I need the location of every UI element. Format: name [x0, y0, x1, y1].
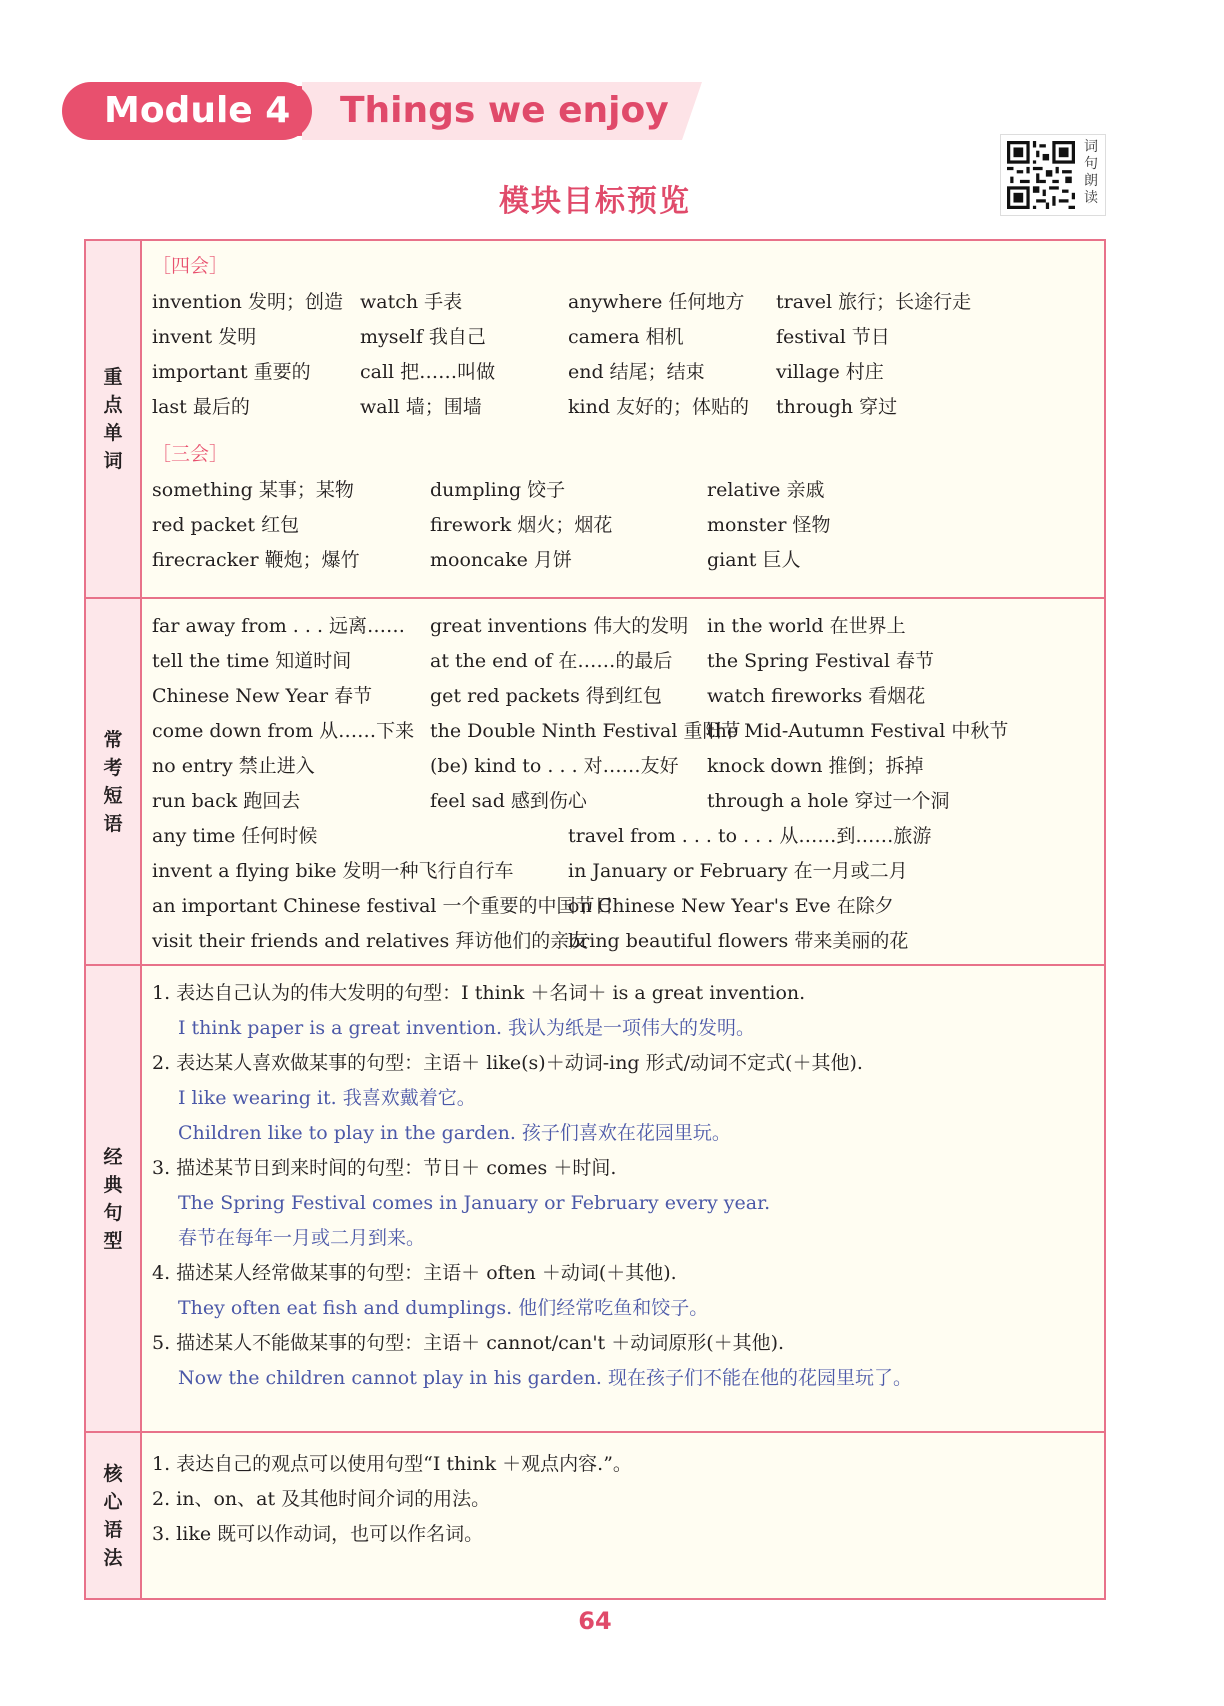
vocab-entry: at the end of 在……的最后	[430, 650, 673, 672]
vocab-entry: watch fireworks 看烟花	[707, 685, 926, 707]
qr-label: 词 句 朗 读	[1084, 139, 1098, 206]
section-label-text: 常 考 短 语	[103, 728, 123, 835]
vocab-entry: village 村庄	[776, 361, 884, 383]
vocab-entry: watch 手表	[360, 291, 463, 313]
table-row	[142, 318, 1104, 356]
table-row	[142, 642, 1104, 680]
vocab-entry: get red packets 得到红包	[430, 685, 662, 707]
vocab-entry: through a hole 穿过一个洞	[707, 790, 950, 812]
vocab-entry: no entry 禁止进入	[152, 755, 315, 777]
section-grammar	[86, 1433, 1104, 1598]
vocab-entry: last 最后的	[152, 396, 250, 418]
vocab-entry: invent a flying bike 发明一种飞行自行车	[152, 860, 514, 882]
table-row	[142, 817, 1104, 855]
pattern-rule: 3. 描述某节日到来时间的句型：节日＋ comes ＋时间.	[152, 1157, 617, 1179]
vocab-entry: something 某事；某物	[152, 479, 354, 501]
level-tag-four: ［四会］	[152, 255, 229, 277]
vocab-entry: myself 我自己	[360, 326, 486, 348]
vocab-entry: camera 相机	[568, 326, 684, 348]
example-sentence: 春节在每年一月或二月到来。	[178, 1227, 426, 1249]
vocab-entry: monster 怪物	[707, 514, 831, 536]
table-row	[142, 471, 1104, 509]
vocab-entry: run back 跑回去	[152, 790, 301, 812]
vocab-entry: important 重要的	[152, 361, 311, 383]
vocab-entry: the Mid-Autumn Festival 中秋节	[707, 720, 1009, 742]
table-row	[142, 353, 1104, 391]
section-body	[142, 599, 1104, 964]
table-row	[142, 887, 1104, 925]
level-tag-three: ［三会］	[152, 443, 229, 465]
section-body	[142, 1433, 1104, 1598]
table-row	[142, 922, 1104, 960]
example-sentence: I think paper is a great invention. 我认为纸是一项伟大的发明。	[178, 1017, 756, 1039]
table-row	[142, 747, 1104, 785]
section-label	[86, 966, 142, 1431]
table-row	[142, 607, 1104, 645]
table-row	[142, 506, 1104, 544]
vocab-entry: giant 巨人	[707, 549, 801, 571]
vocab-entry: invention 发明；创造	[152, 291, 343, 313]
vocab-entry: relative 亲戚	[707, 479, 825, 501]
vocab-entry: visit their friends and relatives 拜访他们的亲友	[152, 930, 589, 952]
vocab-entry: festival 节日	[776, 326, 890, 348]
overview-table	[84, 239, 1106, 1600]
table-row	[142, 852, 1104, 890]
section-label-text: 经 典 句 型	[103, 1145, 123, 1252]
vocab-entry: Chinese New Year 春节	[152, 685, 373, 707]
vocab-entry: come down from 从……下来	[152, 720, 415, 742]
vocab-entry: the Double Ninth Festival 重阳节	[430, 720, 741, 742]
vocab-entry: (be) kind to . . . 对……友好	[430, 755, 679, 777]
section-key-words	[86, 241, 1104, 599]
vocab-entry: the Spring Festival 春节	[707, 650, 934, 672]
section-label-text: 核 心 语 法	[103, 1462, 123, 1569]
vocab-entry: great inventions 伟大的发明	[430, 615, 689, 637]
vocab-entry: in January or February 在一月或二月	[568, 860, 908, 882]
section-label	[86, 241, 142, 597]
pattern-rule: 4. 描述某人经常做某事的句型：主语＋ often ＋动词(＋其他).	[152, 1262, 677, 1284]
vocab-entry: bring beautiful flowers 带来美丽的花	[568, 930, 909, 952]
example-sentence: Children like to play in the garden. 孩子们喜欢在花园里玩。	[178, 1122, 731, 1144]
grammar-point: 2. in、on、at 及其他时间介词的用法。	[152, 1488, 491, 1510]
table-row	[142, 782, 1104, 820]
module-banner	[62, 82, 702, 140]
table-row	[142, 283, 1104, 321]
example-sentence: I like wearing it. 我喜欢戴着它。	[178, 1087, 476, 1109]
vocab-entry: dumpling 饺子	[430, 479, 566, 501]
vocab-entry: through 穿过	[776, 396, 898, 418]
section-phrases	[86, 599, 1104, 966]
module-label: Module 4	[62, 82, 312, 140]
vocab-entry: in the world 在世界上	[707, 615, 906, 637]
table-row	[142, 712, 1104, 750]
vocab-entry: knock down 推倒；拆掉	[707, 755, 924, 777]
vocab-entry: firework 烟火；烟花	[430, 514, 613, 536]
vocab-entry: mooncake 月饼	[430, 549, 572, 571]
example-sentence: The Spring Festival comes in January or February every year.	[178, 1192, 771, 1214]
section-label	[86, 1433, 142, 1598]
table-row	[142, 677, 1104, 715]
section-label-text: 重 点 单 词	[103, 366, 123, 472]
pattern-rule: 2. 表达某人喜欢做某事的句型：主语＋ like(s)＋动词-ing 形式/动词不定式(＋其他).	[152, 1052, 863, 1074]
example-sentence: They often eat fish and dumplings. 他们经常吃鱼和饺子。	[178, 1297, 709, 1319]
vocab-entry: travel from . . . to . . . 从……到……旅游	[568, 825, 932, 847]
vocab-entry: feel sad 感到伤心	[430, 790, 587, 812]
vocab-entry: an important Chinese festival 一个重要的中国节日	[152, 895, 614, 917]
vocab-entry: invent 发明	[152, 326, 257, 348]
vocab-entry: travel 旅行；长途行走	[776, 291, 972, 313]
grammar-point: 3. like 既可以作动词，也可以作名词。	[152, 1523, 484, 1545]
vocab-entry: firecracker 鞭炮；爆竹	[152, 549, 360, 571]
pattern-rule: 1. 表达自己认为的伟大发明的句型：I think ＋名词＋ is a great invention.	[152, 982, 806, 1004]
vocab-entry: call 把……叫做	[360, 361, 496, 383]
vocab-entry: anywhere 任何地方	[568, 291, 745, 313]
vocab-entry: far away from . . . 远离……	[152, 615, 406, 637]
pattern-rule: 5. 描述某人不能做某事的句型：主语＋ cannot/can't ＋动词原形(＋其他).	[152, 1332, 785, 1354]
vocab-entry: kind 友好的；体贴的	[568, 396, 750, 418]
section-body	[142, 966, 1104, 1431]
section-sentence-patterns	[86, 966, 1104, 1433]
table-row	[142, 541, 1104, 579]
module-title: Things we enjoy	[340, 90, 669, 131]
example-sentence: Now the children cannot play in his garden. 现在孩子们不能在他的花园里玩了。	[178, 1367, 912, 1389]
section-body	[142, 241, 1104, 597]
vocab-entry: end 结尾；结束	[568, 361, 705, 383]
vocab-entry: any time 任何时候	[152, 825, 318, 847]
table-row	[142, 388, 1104, 426]
page-subtitle: 模块目标预览	[499, 184, 691, 219]
vocab-entry: red packet 红包	[152, 514, 300, 536]
vocab-entry: wall 墙；围墙	[360, 396, 482, 418]
page-number: 64	[578, 1607, 612, 1635]
section-label	[86, 599, 142, 964]
grammar-point: 1. 表达自己的观点可以使用句型“I think ＋观点内容.”。	[152, 1453, 632, 1475]
vocab-entry: on Chinese New Year's Eve 在除夕	[568, 895, 894, 917]
vocab-entry: tell the time 知道时间	[152, 650, 352, 672]
